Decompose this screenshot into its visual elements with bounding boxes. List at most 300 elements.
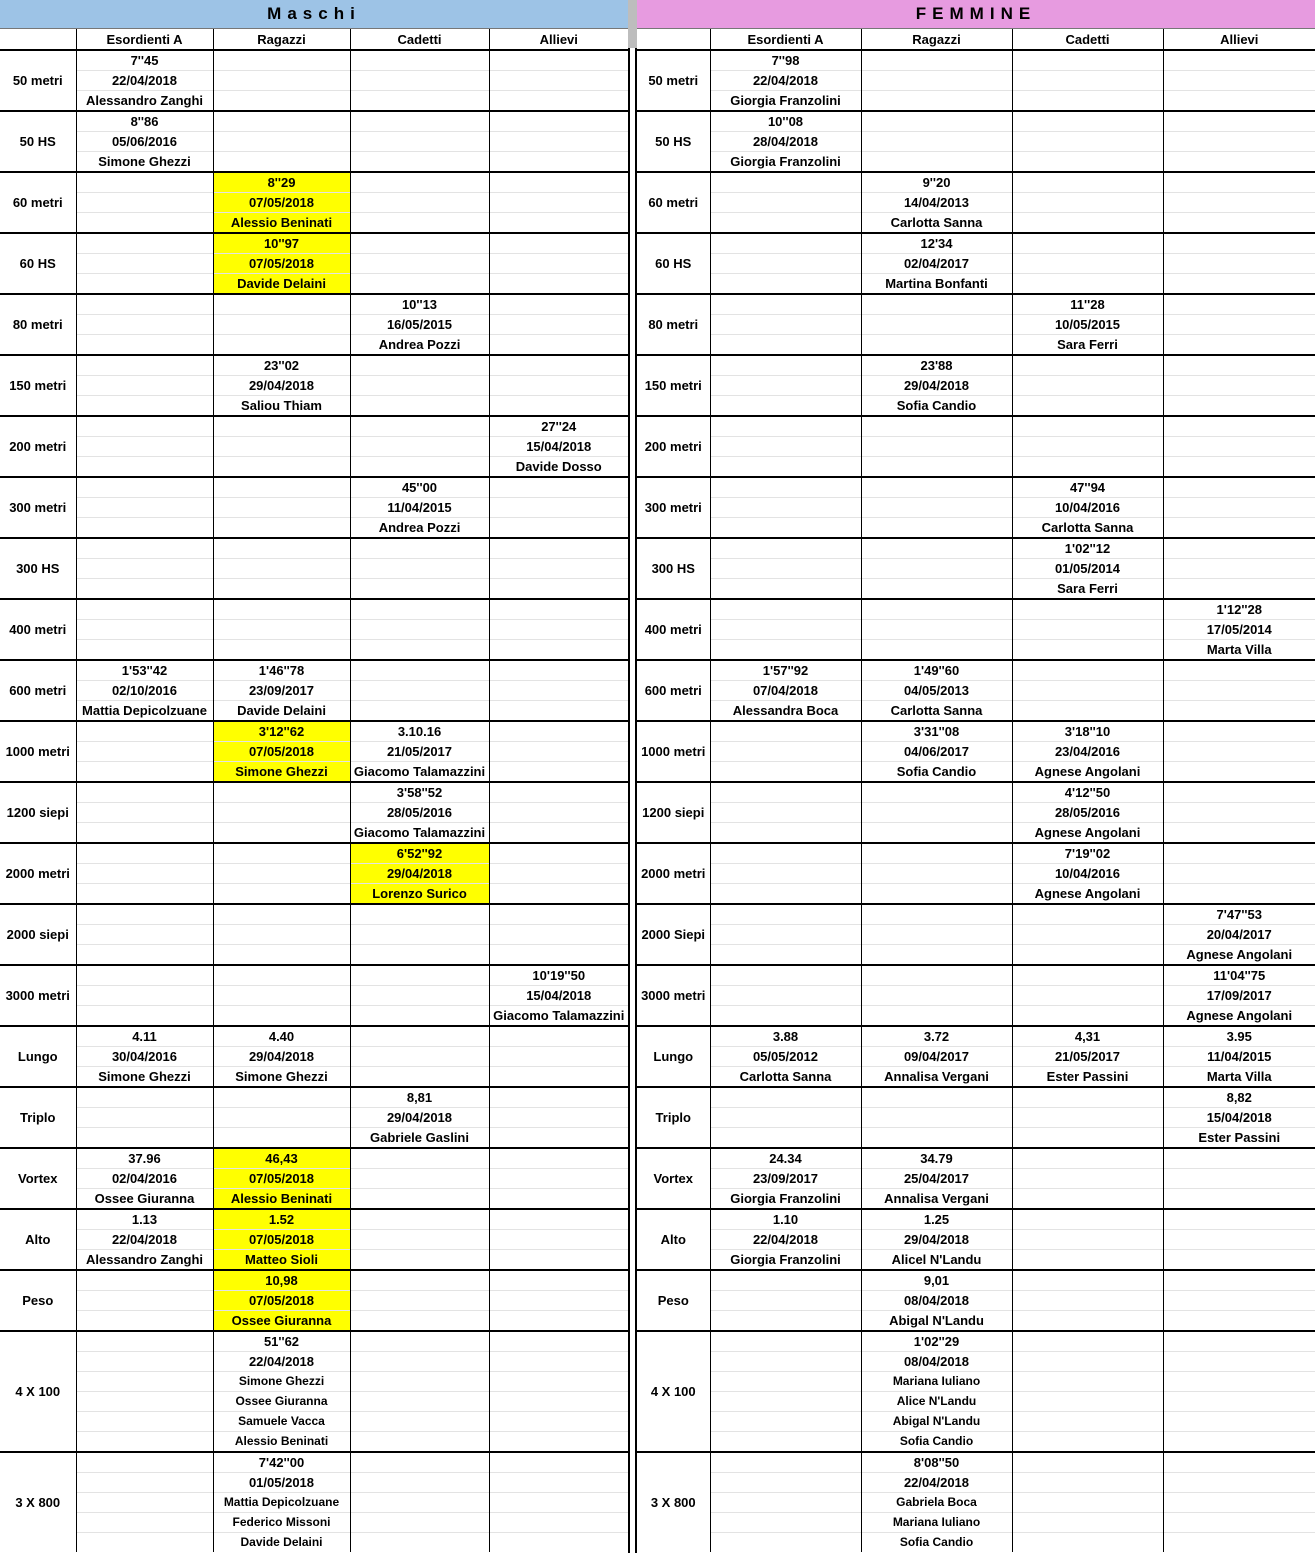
empty-line <box>77 1108 213 1128</box>
empty-line <box>77 966 213 986</box>
record-cell <box>861 1087 1012 1148</box>
empty-line <box>490 1271 629 1291</box>
record-athlete: Annalisa Vergani <box>884 1191 989 1206</box>
event-label: 600 metri <box>637 660 710 721</box>
empty-line <box>490 1027 629 1047</box>
empty-line <box>1164 661 1315 681</box>
event-row <box>637 599 1315 660</box>
record-result: 10,98 <box>214 1271 350 1291</box>
record-date: 05/05/2012 <box>711 1047 861 1067</box>
record-date: 07/05/2018 <box>214 193 350 213</box>
record-date: 07/04/2018 <box>711 681 861 701</box>
record-athlete: Ester Passini <box>1198 1130 1281 1145</box>
empty-line <box>1013 274 1163 293</box>
record-result: 9''20 <box>862 173 1012 193</box>
empty-line <box>1013 173 1163 193</box>
record-result: 1'02''12 <box>1013 539 1163 559</box>
empty-line <box>351 1352 489 1372</box>
record-date: 11/04/2015 <box>1164 1047 1315 1067</box>
record-date: 23/09/2017 <box>711 1169 861 1189</box>
empty-line <box>1164 51 1315 71</box>
event-row <box>637 1026 1315 1087</box>
empty-line <box>490 925 629 945</box>
record-cell <box>489 1148 628 1209</box>
empty-line <box>490 1230 629 1250</box>
record-date: 30/04/2016 <box>77 1047 213 1067</box>
empty-line <box>490 762 629 781</box>
empty-line <box>490 945 629 964</box>
empty-line <box>77 295 213 315</box>
empty-line <box>490 803 629 823</box>
record-date: 01/05/2018 <box>214 1473 350 1493</box>
record-athlete: Ossee Giuranna <box>214 1392 350 1412</box>
record-result: 7''45 <box>77 51 213 71</box>
empty-line <box>711 1271 861 1291</box>
record-result: 7'47''53 <box>1164 905 1315 925</box>
record-cell <box>350 50 489 111</box>
empty-line <box>490 1210 629 1230</box>
maschi-title: Maschi <box>0 0 628 29</box>
record-result: 8'08''50 <box>862 1453 1012 1473</box>
empty-line <box>711 234 861 254</box>
record-date: 29/04/2018 <box>862 376 1012 396</box>
record-date: 22/04/2018 <box>862 1473 1012 1493</box>
record-cell <box>213 1331 350 1452</box>
record-date: 29/04/2018 <box>351 864 489 884</box>
event-label: Lungo <box>637 1026 710 1087</box>
femmine-col-header: Cadetti <box>1012 29 1163 50</box>
empty-line <box>1164 1372 1315 1392</box>
empty-line <box>214 91 350 110</box>
empty-line <box>214 498 350 518</box>
empty-line <box>351 51 489 71</box>
event-row <box>637 965 1315 1026</box>
empty-line <box>214 112 350 132</box>
record-cell <box>861 965 1012 1026</box>
empty-line <box>1164 1473 1315 1493</box>
empty-line <box>1013 1088 1163 1108</box>
empty-line <box>1164 1332 1315 1352</box>
record-cell <box>1012 1209 1163 1270</box>
record-result: 51''62 <box>214 1332 350 1352</box>
empty-line <box>862 1006 1012 1025</box>
empty-line <box>1013 1493 1163 1513</box>
empty-line <box>490 1149 629 1169</box>
empty-line <box>1164 498 1315 518</box>
record-cell <box>489 660 628 721</box>
record-athlete: Simone Ghezzi <box>98 1069 191 1084</box>
record-cell <box>1012 1452 1163 1552</box>
record-athlete: Samuele Vacca <box>214 1412 350 1432</box>
empty-line <box>711 1352 861 1372</box>
empty-line <box>1164 559 1315 579</box>
record-cell <box>350 904 489 965</box>
record-date: 15/04/2018 <box>490 986 629 1006</box>
record-cell <box>489 1331 628 1452</box>
record-cell <box>861 111 1012 172</box>
empty-line <box>862 905 1012 925</box>
empty-line <box>490 600 629 620</box>
record-date: 23/04/2016 <box>1013 742 1163 762</box>
record-cell <box>489 50 628 111</box>
empty-line <box>1164 1493 1315 1513</box>
empty-line <box>490 539 629 559</box>
empty-line <box>214 152 350 171</box>
event-label: 1200 siepi <box>637 782 710 843</box>
record-athlete: Sofia Candio <box>899 1434 974 1448</box>
empty-line <box>351 1493 489 1513</box>
record-cell <box>76 1209 213 1270</box>
record-cell <box>350 1148 489 1209</box>
empty-line <box>490 1088 629 1108</box>
empty-line <box>214 1088 350 1108</box>
record-cell <box>1012 1026 1163 1087</box>
empty-line <box>77 518 213 537</box>
event-label: 3 X 800 <box>0 1452 76 1552</box>
empty-line <box>351 213 489 232</box>
empty-line <box>214 640 350 659</box>
record-cell <box>1163 172 1315 233</box>
empty-line <box>490 661 629 681</box>
record-result: 4,31 <box>1013 1027 1163 1047</box>
record-cell <box>861 50 1012 111</box>
maschi-col-header: Cadetti <box>350 29 489 50</box>
record-athlete: Simone Ghezzi <box>235 1069 328 1084</box>
empty-line <box>490 1047 629 1067</box>
event-row <box>637 50 1315 111</box>
record-athlete: Marta Villa <box>1206 642 1272 657</box>
empty-line <box>1013 132 1163 152</box>
event-row <box>637 416 1315 477</box>
empty-line <box>711 1291 861 1311</box>
record-result: 1'02''29 <box>862 1332 1012 1352</box>
empty-line <box>1164 71 1315 91</box>
record-date: 21/05/2017 <box>1013 1047 1163 1067</box>
record-cell <box>861 355 1012 416</box>
record-result: 3'58''52 <box>351 783 489 803</box>
event-row <box>0 1148 628 1209</box>
empty-line <box>1013 1210 1163 1230</box>
empty-line <box>1013 945 1163 964</box>
empty-line <box>711 1432 861 1451</box>
record-cell <box>350 843 489 904</box>
record-cell <box>76 1087 213 1148</box>
empty-line <box>1013 681 1163 701</box>
event-row <box>637 233 1315 294</box>
record-cell <box>1012 477 1163 538</box>
empty-line <box>1164 376 1315 396</box>
event-label: 60 metri <box>0 172 76 233</box>
empty-line <box>1164 762 1315 781</box>
record-date: 01/05/2014 <box>1013 559 1163 579</box>
event-label: Triplo <box>0 1087 76 1148</box>
empty-line <box>1164 1250 1315 1269</box>
record-result: 11''28 <box>1013 295 1163 315</box>
record-athlete: Gabriele Gaslini <box>370 1130 469 1145</box>
record-cell <box>76 1148 213 1209</box>
record-athlete: Giorgia Franzolini <box>730 93 841 108</box>
empty-line <box>1013 1513 1163 1533</box>
record-cell <box>710 660 861 721</box>
empty-line <box>490 783 629 803</box>
empty-line <box>711 864 861 884</box>
record-cell <box>213 50 350 111</box>
event-label: 50 HS <box>637 111 710 172</box>
empty-line <box>711 335 861 354</box>
empty-line <box>214 518 350 537</box>
record-date: 25/04/2017 <box>862 1169 1012 1189</box>
empty-line <box>711 1493 861 1513</box>
record-result: 23''02 <box>214 356 350 376</box>
record-cell <box>489 538 628 599</box>
empty-line <box>351 254 489 274</box>
record-date: 02/10/2016 <box>77 681 213 701</box>
empty-line <box>711 1128 861 1147</box>
record-cell <box>861 843 1012 904</box>
empty-line <box>351 274 489 293</box>
record-athlete: Lorenzo Surico <box>372 886 467 901</box>
record-cell <box>861 538 1012 599</box>
empty-line <box>77 1291 213 1311</box>
empty-line <box>490 1108 629 1128</box>
record-athlete: Federico Missoni <box>214 1513 350 1533</box>
record-cell <box>489 416 628 477</box>
record-cell <box>489 233 628 294</box>
empty-line <box>711 742 861 762</box>
record-date: 29/04/2018 <box>214 376 350 396</box>
record-cell <box>710 1087 861 1148</box>
empty-line <box>351 1291 489 1311</box>
empty-line <box>490 71 629 91</box>
event-label: Peso <box>637 1270 710 1331</box>
record-athlete: Mariana Iuliano <box>862 1513 1012 1533</box>
record-result: 3.88 <box>711 1027 861 1047</box>
maschi-panel <box>0 0 628 1552</box>
event-row <box>0 294 628 355</box>
record-result: 1.10 <box>711 1210 861 1230</box>
empty-line <box>214 884 350 903</box>
record-cell <box>76 1331 213 1452</box>
record-athlete: Alessandro Zanghi <box>85 1252 204 1267</box>
empty-line <box>77 417 213 437</box>
empty-line <box>77 335 213 354</box>
empty-line <box>214 966 350 986</box>
record-date: 17/05/2014 <box>1164 620 1315 640</box>
empty-line <box>862 518 1012 537</box>
record-cell <box>1163 477 1315 538</box>
empty-line <box>1164 803 1315 823</box>
record-cell <box>213 721 350 782</box>
record-result: 4'12''50 <box>1013 783 1163 803</box>
empty-line <box>1164 213 1315 232</box>
empty-line <box>77 254 213 274</box>
empty-line <box>1013 640 1163 659</box>
empty-line <box>77 1453 213 1473</box>
event-label: 200 metri <box>637 416 710 477</box>
empty-line <box>711 1453 861 1473</box>
record-athlete: Sofia Candio <box>899 1535 974 1549</box>
empty-line <box>1164 1392 1315 1412</box>
empty-line <box>214 864 350 884</box>
record-date: 07/05/2018 <box>214 1230 350 1250</box>
empty-line <box>351 1392 489 1412</box>
event-label: 150 metri <box>637 355 710 416</box>
record-cell <box>1012 538 1163 599</box>
empty-line <box>351 905 489 925</box>
empty-line <box>77 640 213 659</box>
empty-line <box>711 1473 861 1493</box>
record-date: 07/05/2018 <box>214 254 350 274</box>
empty-line <box>1164 356 1315 376</box>
record-date: 17/09/2017 <box>1164 986 1315 1006</box>
record-result: 7'19''02 <box>1013 844 1163 864</box>
empty-line <box>1164 1149 1315 1169</box>
femmine-col-header: Esordienti A <box>710 29 861 50</box>
empty-line <box>351 661 489 681</box>
empty-line <box>862 823 1012 842</box>
empty-line <box>711 783 861 803</box>
empty-line <box>490 905 629 925</box>
empty-line <box>490 1453 629 1473</box>
event-row <box>0 782 628 843</box>
record-cell <box>1163 1452 1315 1552</box>
empty-line <box>490 579 629 598</box>
empty-line <box>490 376 629 396</box>
empty-line <box>1164 742 1315 762</box>
record-date: 22/04/2018 <box>711 71 861 91</box>
empty-line <box>351 1067 489 1086</box>
record-athlete: Simone Ghezzi <box>214 1372 350 1392</box>
record-cell <box>213 843 350 904</box>
empty-line <box>351 539 489 559</box>
empty-line <box>351 579 489 598</box>
empty-line <box>490 478 629 498</box>
record-cell <box>489 843 628 904</box>
record-cell <box>350 355 489 416</box>
event-label: 400 metri <box>637 599 710 660</box>
empty-line <box>711 905 861 925</box>
record-date: 04/05/2013 <box>862 681 1012 701</box>
empty-line <box>1013 1128 1163 1147</box>
empty-line <box>490 1513 629 1533</box>
record-cell <box>1163 904 1315 965</box>
record-result: 24.34 <box>711 1149 861 1169</box>
empty-line <box>1013 1412 1163 1432</box>
empty-line <box>77 213 213 232</box>
empty-line <box>1164 823 1315 842</box>
event-label: Triplo <box>637 1087 710 1148</box>
event-label: 2000 metri <box>637 843 710 904</box>
record-result: 3'31''08 <box>862 722 1012 742</box>
empty-line <box>77 803 213 823</box>
empty-line <box>351 1271 489 1291</box>
record-result: 8''86 <box>77 112 213 132</box>
empty-line <box>862 112 1012 132</box>
empty-line <box>490 132 629 152</box>
event-label: 1200 siepi <box>0 782 76 843</box>
empty-line <box>214 620 350 640</box>
empty-line <box>862 884 1012 903</box>
empty-line <box>351 193 489 213</box>
empty-line <box>1164 91 1315 110</box>
empty-line <box>1164 884 1315 903</box>
empty-line <box>77 600 213 620</box>
empty-line <box>214 417 350 437</box>
empty-line <box>1164 274 1315 293</box>
empty-line <box>1013 234 1163 254</box>
empty-line <box>490 701 629 720</box>
record-athlete: Davide Delaini <box>237 276 326 291</box>
event-label: 600 metri <box>0 660 76 721</box>
record-cell <box>76 660 213 721</box>
empty-line <box>711 600 861 620</box>
empty-line <box>711 539 861 559</box>
empty-line <box>490 356 629 376</box>
empty-line <box>1164 295 1315 315</box>
empty-line <box>214 600 350 620</box>
empty-line <box>862 498 1012 518</box>
empty-line <box>214 457 350 476</box>
empty-line <box>711 396 861 415</box>
record-cell <box>1012 233 1163 294</box>
record-cell <box>861 1209 1012 1270</box>
empty-line <box>862 71 1012 91</box>
empty-line <box>351 1047 489 1067</box>
empty-line <box>711 1006 861 1025</box>
empty-line <box>214 335 350 354</box>
event-row <box>0 1087 628 1148</box>
empty-line <box>490 844 629 864</box>
record-cell <box>710 1331 861 1452</box>
empty-line <box>351 152 489 171</box>
empty-line <box>214 783 350 803</box>
record-cell <box>350 1270 489 1331</box>
record-cell <box>489 904 628 965</box>
empty-line <box>351 1311 489 1330</box>
empty-line <box>351 1189 489 1208</box>
record-date: 05/06/2016 <box>77 132 213 152</box>
empty-line <box>1013 1271 1163 1291</box>
record-result: 4.40 <box>214 1027 350 1047</box>
empty-line <box>1013 1108 1163 1128</box>
event-label: 300 metri <box>0 477 76 538</box>
empty-line <box>862 51 1012 71</box>
record-cell <box>213 1026 350 1087</box>
empty-line <box>351 112 489 132</box>
empty-line <box>77 620 213 640</box>
empty-line <box>351 1230 489 1250</box>
record-result: 7''98 <box>711 51 861 71</box>
record-cell <box>861 1452 1012 1552</box>
record-cell <box>213 1148 350 1209</box>
empty-line <box>351 1250 489 1269</box>
empty-line <box>711 823 861 842</box>
record-athlete: Agnese Angolani <box>1186 947 1293 962</box>
event-label: Vortex <box>637 1148 710 1209</box>
empty-line <box>77 1006 213 1025</box>
record-cell <box>1012 1270 1163 1331</box>
empty-line <box>77 1311 213 1330</box>
empty-line <box>77 437 213 457</box>
record-cell <box>489 1026 628 1087</box>
record-athlete: Marta Villa <box>1206 1069 1272 1084</box>
record-athlete: Saliou Thiam <box>241 398 322 413</box>
empty-line <box>1164 254 1315 274</box>
record-cell <box>350 172 489 233</box>
empty-line <box>1164 1432 1315 1451</box>
empty-line <box>77 1493 213 1513</box>
empty-line <box>490 1189 629 1208</box>
